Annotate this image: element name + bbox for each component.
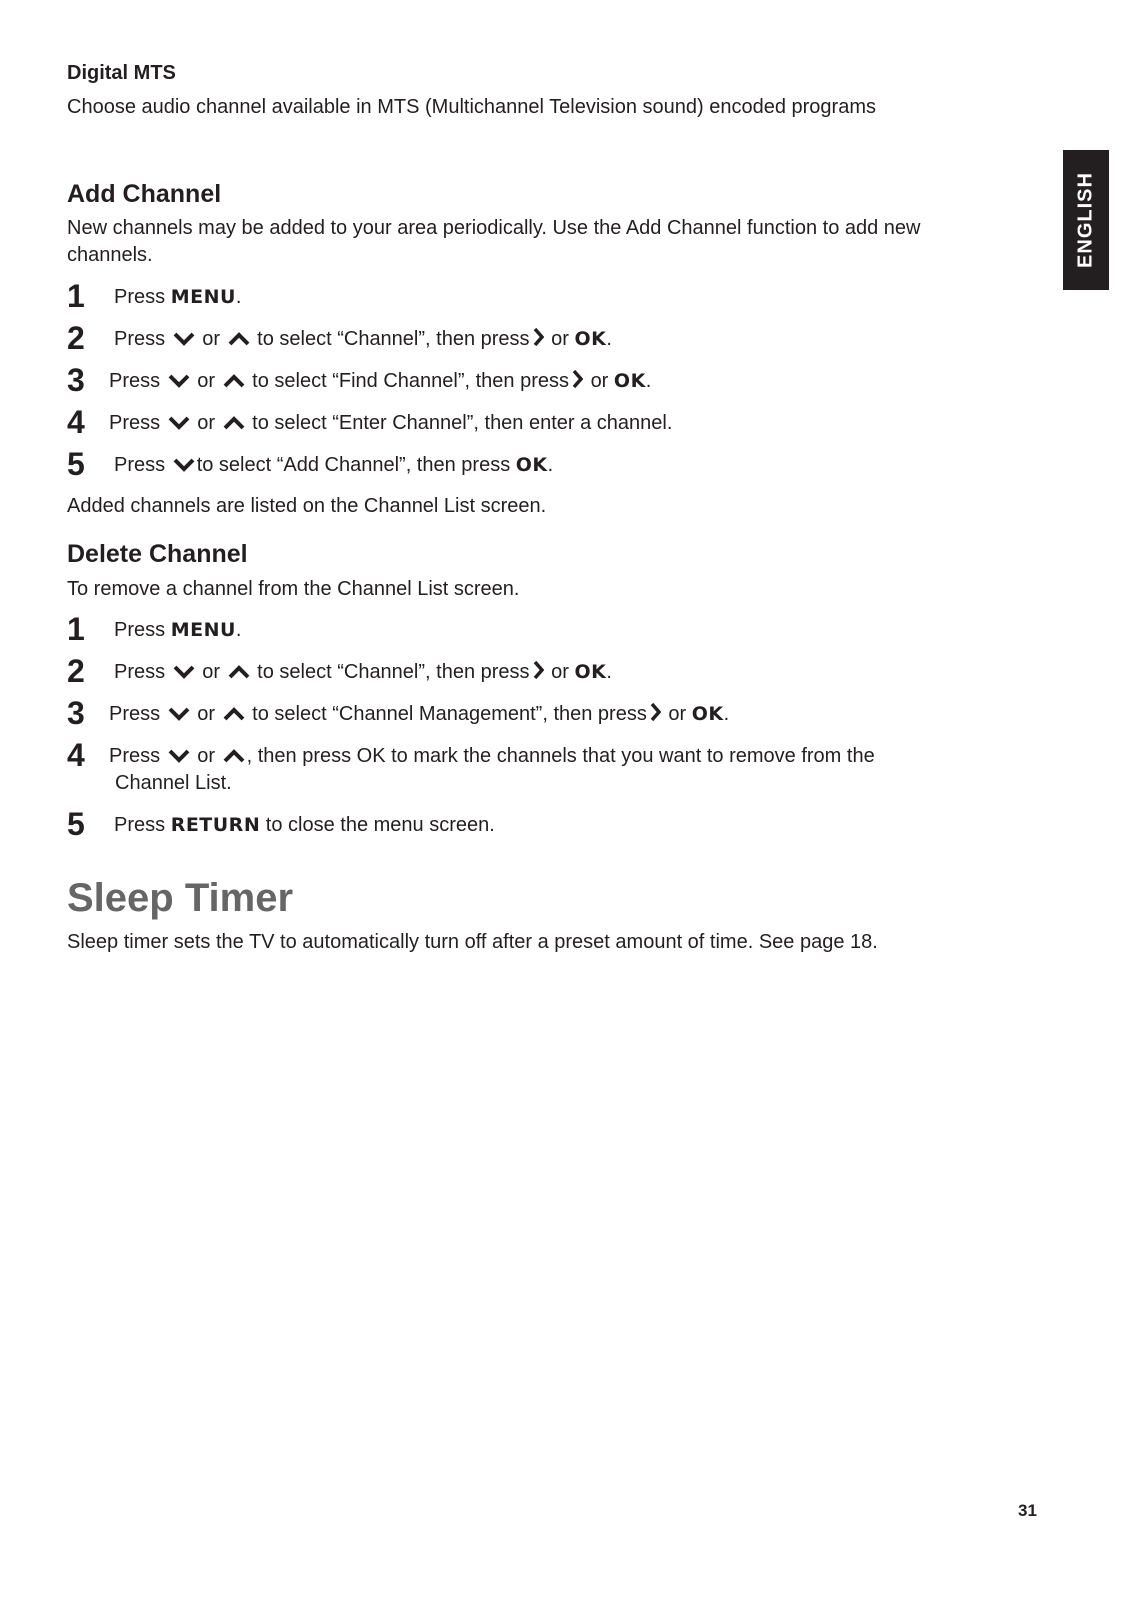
digital-mts-desc: Choose audio channel available in MTS (Multichannel Television sound) encoded programs: [67, 96, 876, 118]
add-channel-heading: Add Channel: [67, 180, 222, 208]
chevron-down-icon: [173, 664, 195, 680]
step-number: 2: [67, 320, 85, 356]
sleep-timer-heading: Sleep Timer: [67, 876, 294, 920]
language-tab-label: ENGLISH: [1074, 172, 1097, 268]
or-text: or: [551, 661, 569, 683]
chevron-right-icon: [532, 660, 544, 680]
add-channel-outro: Added channels are listed on the Channel List screen.: [67, 495, 547, 517]
language-tab: [1063, 150, 1109, 290]
chevron-down-icon: [168, 415, 190, 431]
delete-channel-step-5: [67, 806, 1027, 842]
step-number: 4: [67, 404, 85, 440]
press-text: Press: [114, 814, 166, 836]
instruction-text: , then press OK to mark the channels that you want to remove from the: [246, 745, 875, 767]
step-text: [109, 701, 729, 728]
chevron-down-icon: [173, 331, 195, 347]
instruction-text: to select “Channel”, then press: [257, 661, 530, 683]
chevron-right-icon: [532, 327, 544, 347]
chevron-up-icon: [223, 415, 245, 431]
add-channel-intro: New channels may be added to your area periodically. Use the Add Channel function to add new channels.: [67, 217, 921, 266]
instruction-text: to select “Channel”, then press: [257, 328, 530, 350]
chevron-down-icon: [168, 748, 190, 764]
period: .: [547, 454, 554, 476]
or-text: or: [197, 370, 216, 392]
chevron-down-icon: [173, 457, 195, 473]
press-text: Press: [114, 661, 166, 683]
step-number: 2: [67, 653, 85, 689]
step-number: 1: [67, 278, 85, 314]
add-channel-step-3: [67, 362, 1027, 398]
delete-channel-step-4: [67, 737, 1027, 801]
step-number: 1: [67, 611, 85, 647]
press-text: Press: [114, 286, 166, 308]
return-key: RETURN: [170, 814, 261, 836]
step-number: 3: [67, 695, 85, 731]
or-text: or: [202, 661, 221, 683]
instruction-text: to select “Enter Channel”, then enter a channel.: [252, 412, 673, 434]
period: .: [645, 370, 652, 392]
period: .: [606, 661, 612, 683]
add-channel-step-5: [67, 446, 1027, 482]
step-text: [114, 326, 612, 353]
sleep-timer-desc: Sleep timer sets the TV to automatically turn off after a preset amount of time. See page 18.: [67, 931, 878, 953]
or-text: or: [551, 328, 569, 350]
step-text: [114, 617, 241, 644]
add-channel-step-4: [67, 404, 1027, 440]
instruction-text: to select “Channel Management”, then press: [252, 703, 647, 725]
step-text: [114, 284, 241, 311]
step-continuation: Channel List.: [115, 772, 232, 794]
page-number: 31: [1018, 1501, 1037, 1520]
step-number: 5: [67, 806, 85, 842]
or-text: or: [197, 703, 216, 725]
press-text: Press: [109, 703, 161, 725]
chevron-up-icon: [228, 664, 250, 680]
ok-key: OK: [574, 328, 607, 350]
period: .: [723, 703, 730, 725]
step-text: [114, 812, 495, 839]
chevron-up-icon: [223, 373, 245, 389]
ok-key: OK: [574, 661, 607, 683]
step-text: [109, 368, 651, 395]
chevron-up-icon: [223, 706, 245, 722]
period: .: [606, 328, 612, 350]
delete-channel-intro: To remove a channel from the Channel List screen.: [67, 578, 520, 600]
step-text: [114, 452, 553, 479]
instruction-text: to select “Add Channel”, then press: [196, 454, 511, 476]
step-text: [109, 743, 875, 770]
menu-key: MENU: [170, 619, 236, 641]
press-text: Press: [109, 412, 161, 434]
instruction-text: to select “Find Channel”, then press: [252, 370, 569, 392]
chevron-down-icon: [168, 373, 190, 389]
press-text: Press: [114, 619, 166, 641]
add-channel-step-1: [67, 278, 1027, 314]
or-text: or: [668, 703, 687, 725]
chevron-right-icon: [571, 369, 583, 389]
digital-mts-heading: Digital MTS: [67, 62, 176, 84]
step-text: [109, 410, 672, 437]
step-text: [114, 659, 612, 686]
delete-channel-heading: Delete Channel: [67, 540, 248, 568]
chevron-right-icon: [649, 702, 661, 722]
press-text: Press: [114, 328, 166, 350]
add-channel-step-2: [67, 320, 1027, 356]
instruction-text: to close the menu screen.: [265, 814, 495, 836]
step-number: 3: [67, 362, 85, 398]
step-number: 5: [67, 446, 85, 482]
or-text: or: [590, 370, 609, 392]
press-text: Press: [109, 745, 161, 767]
or-text: or: [202, 328, 221, 350]
press-text: Press: [114, 454, 166, 476]
step-number: 4: [67, 737, 85, 773]
delete-channel-step-3: [67, 695, 1027, 731]
delete-channel-step-1: [67, 611, 1027, 647]
ok-key: OK: [691, 703, 724, 725]
or-text: or: [197, 412, 216, 434]
chevron-down-icon: [168, 706, 190, 722]
chevron-up-icon: [228, 331, 250, 347]
or-text: or: [197, 745, 216, 767]
delete-channel-step-2: [67, 653, 1027, 689]
ok-key: OK: [515, 454, 548, 476]
press-text: Press: [109, 370, 161, 392]
period: .: [235, 619, 242, 641]
period: .: [235, 286, 242, 308]
menu-key: MENU: [170, 286, 236, 308]
ok-key: OK: [613, 370, 646, 392]
chevron-up-icon: [223, 748, 245, 764]
